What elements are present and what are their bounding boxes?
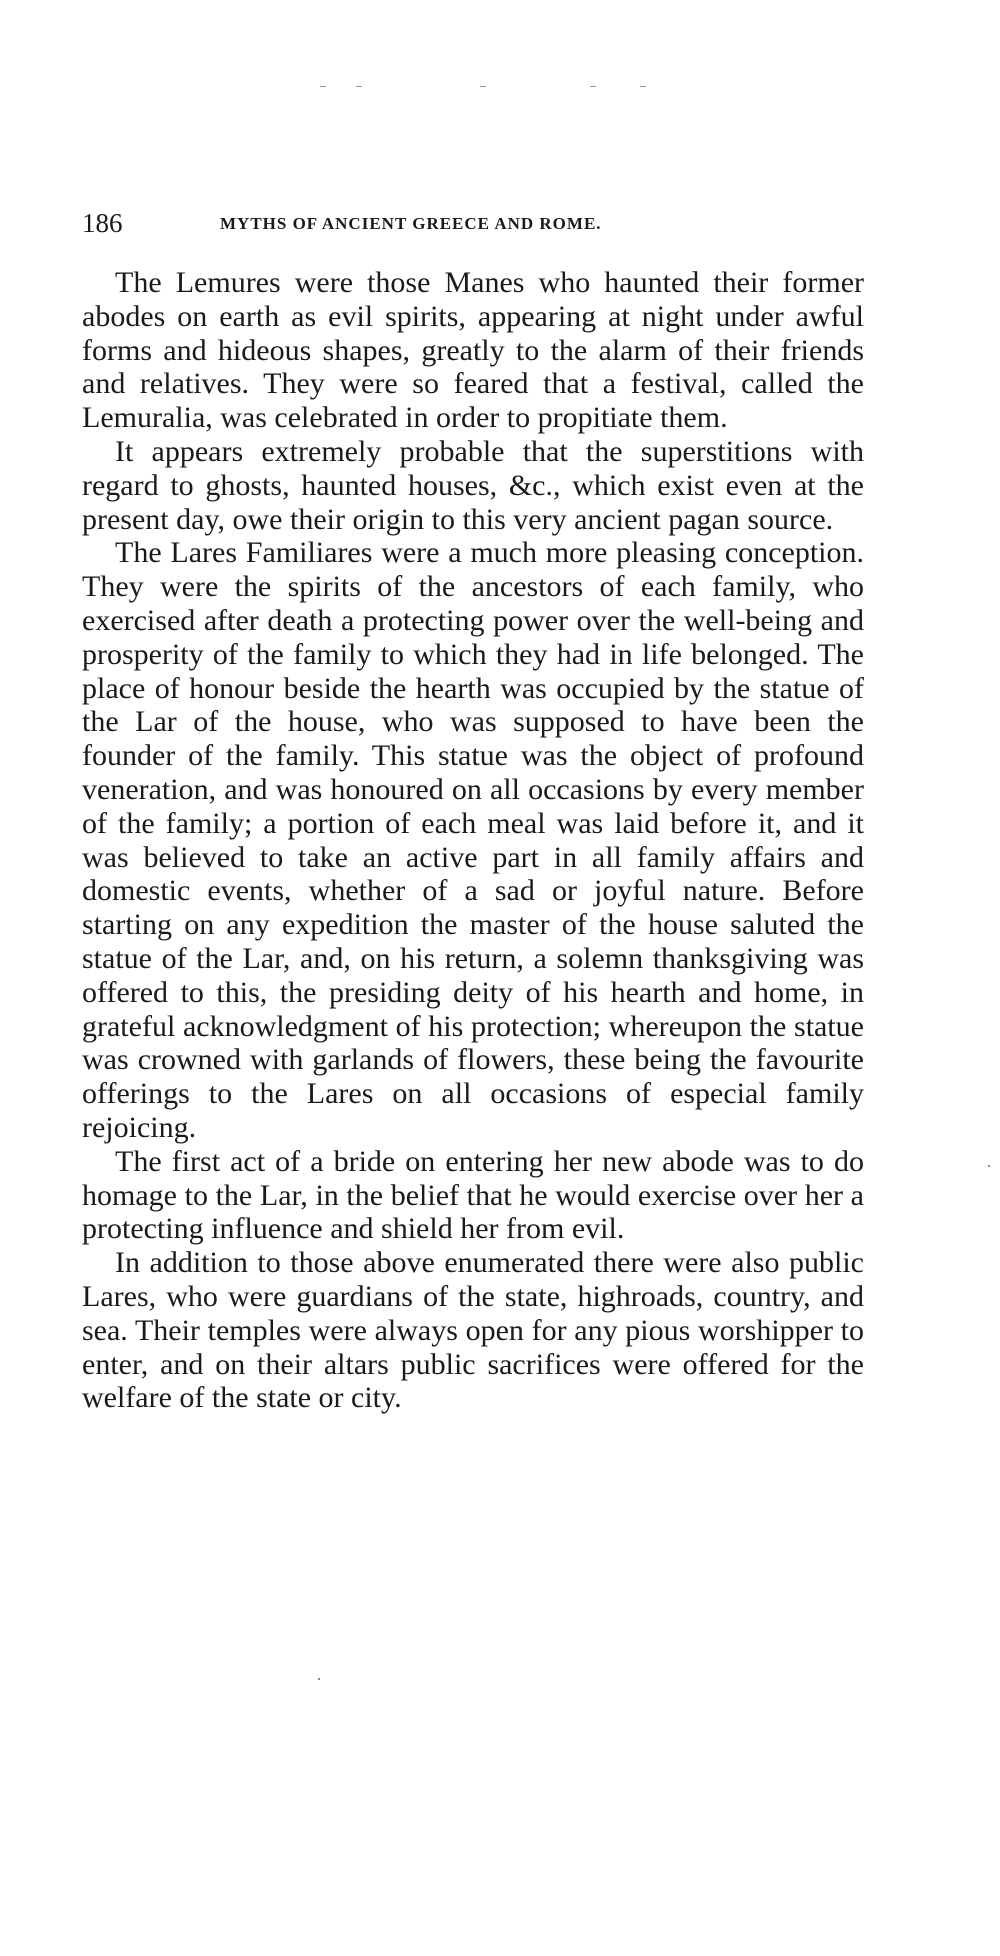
paragraph-public-lares: In addition to those above enumerated there were also public Lares, who were guardians of the state, highroads, country, and sea. Their temples were always open for any pious worshipper to enter, and on their altars public sacrifices were offered for the welfare of the state or city. xyxy=(82,1246,864,1415)
print-specks xyxy=(320,86,660,90)
book-title: MYTHS OF ANCIENT GREECE AND ROME. xyxy=(220,214,602,233)
speck xyxy=(320,86,326,87)
paragraph-lemures: The Lemures were those Manes who haunted their former abodes on earth as evil spirits, appearing at night under awful forms and hideous shapes, greatly to the alarm of their friends and relatives. They were so feared that a festival, called the Lemuralia, was celebrated in order to propitiate them. xyxy=(82,266,864,435)
paragraph-bride: The first act of a bride on entering her new abode was to do homage to the Lar, in the belief that he would exercise over her a protecting influence and shield her from evil. xyxy=(82,1144,864,1246)
body-text xyxy=(82,266,864,1415)
running-head xyxy=(82,208,782,238)
speck xyxy=(590,86,596,87)
speck xyxy=(480,86,486,87)
margin-mark xyxy=(318,1678,320,1680)
speck xyxy=(640,86,646,87)
margin-mark xyxy=(988,1165,990,1167)
paragraph-lares-familiares: The Lares Familiares were a much more pleasing conception. They were the spirits of the ancestors of each family, who exercised after death a protecting power over the well-being and prosperity of the family to which they had in life belonged. The place of honour beside the hearth was occupied by the statue of the Lar of the house, who was supposed to have been the founder of the family. This statue was the object of profound veneration, and was honoured on all occasions by every member of the family; a portion of each meal was laid before it, and it was believed to take an active part in all family affairs and domestic events, whether of a sad or joyful nature. Before starting on any expedition the master of the house saluted the statue of the Lar, and, on his return, a solemn thanksgiving was offered to this, the presiding deity of his hearth and home, in grateful acknowledgment of his protection; whereupon the statue was crowned with garlands of flowers, these being the favourite offerings to the Lares on all occasions of especial family rejoicing. xyxy=(82,536,864,1144)
speck xyxy=(356,86,362,87)
paragraph-superstitions: It appears extremely probable that the superstitions with regard to ghosts, haunted houses, &c., which exist even at the present day, owe their origin to this very ancient pagan source. xyxy=(82,434,864,536)
page-number: 186 xyxy=(82,208,123,238)
